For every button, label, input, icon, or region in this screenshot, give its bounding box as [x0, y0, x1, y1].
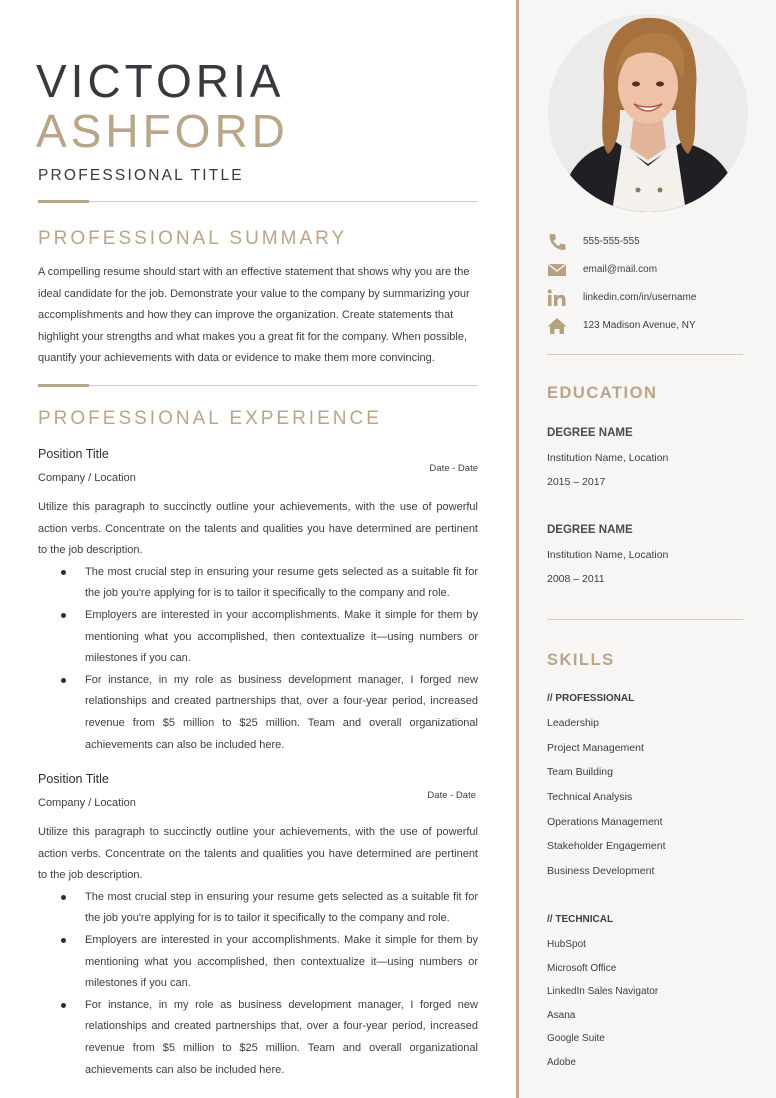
job-date: Date - Date [429, 463, 478, 474]
institution-name: Institution Name, Location [547, 452, 669, 464]
skill-item: HubSpot [547, 939, 586, 950]
job-bullet-text: Employers are interested in your accomplishments. Make it simple for them by mentioning what you accomplished, then contextualize it—using numbers or milestones if you can. [85, 608, 478, 665]
education-entry [547, 524, 668, 597]
skill-item: Leadership [547, 717, 599, 729]
job-bullet-text: For instance, in my role as business development manager, I forged new relationships and created partnerships that, over a four-year period, increased revenue from $5 million to $25 million. Team and overall organizational achievements can also be included here. [85, 998, 478, 1076]
bullet-dot [61, 613, 66, 618]
technical-skills-heading: // TECHNICAL [547, 914, 614, 925]
job-meta-row [38, 463, 478, 497]
job-description: Utilize this paragraph to succinctly outline your achievements, with the use of powerful action verbs. Concentrate on the talents and qualities you have determined are pertinent to the job description. [38, 826, 478, 882]
phone-text: 555-555-555 [583, 236, 640, 247]
professional-title: PROFESSIONAL TITLE [38, 167, 244, 184]
bullet-dot [61, 938, 66, 943]
job-bullet [38, 995, 478, 1081]
professional-skills-heading: // PROFESSIONAL [547, 693, 635, 704]
summary-divider [38, 385, 478, 386]
skill-item: Microsoft Office [547, 962, 617, 974]
skill-item: Google Suite [547, 1033, 605, 1045]
skill-item: Business Development [547, 865, 655, 878]
job-position: Position Title [38, 447, 109, 461]
header-divider [38, 201, 478, 202]
address-text: 123 Madison Avenue, NY [583, 320, 696, 331]
skill-item: Asana [547, 1009, 576, 1021]
professional-skills-list [547, 717, 666, 890]
bullet-dot [61, 895, 66, 900]
sidebar [516, 0, 776, 1098]
profile-photo [548, 14, 748, 212]
skill-item: Adobe [547, 1056, 576, 1068]
institution-name: Institution Name, Location [547, 549, 669, 561]
summary-text: A compelling resume should start with an effective statement that shows why you are the ideal candidate for the job. Demonstrate your value to the company by summarizing your accomplishments and how they can improve the organization. Create statements that highlight your strengths and what makes you a great fit for the company. When possible, quantify your achievements with data or evidence to make them more convincing. [38, 266, 470, 365]
job-bullet-text: For instance, in my role as business development manager, I forged new relationships and created partnerships that, over a four-year period, increased revenue from $5 million to $25 million. Team and overall organizational achievements can also be included here. [85, 673, 478, 751]
job-bullets [38, 887, 478, 1081]
degree-name: DEGREE NAME [547, 427, 633, 439]
skills-heading: SKILLS [547, 651, 615, 669]
experience-heading: PROFESSIONAL EXPERIENCE [38, 408, 382, 429]
job-bullet-text: The most crucial step in ensuring your resume gets selected as a suitable fit for the job you're applying for is to tailor it specifically to the company and role. [85, 565, 478, 600]
job-bullet-text: Employers are interested in your accomplishments. Make it simple for them by mentioning what you accomplished, then contextualize it—using numbers or milestones if you can. [85, 933, 478, 990]
divider-accent [38, 384, 89, 387]
job-bullet [38, 887, 478, 930]
technical-skills-list [547, 939, 658, 1081]
linkedin-icon [547, 289, 567, 307]
linkedin-text: linkedin.com/in/username [583, 292, 697, 303]
job-position: Position Title [38, 772, 109, 786]
job-description: Utilize this paragraph to succinctly outline your achievements, with the use of powerful action verbs. Concentrate on the talents and qualities you have determined are pertinent to the job description. [38, 501, 478, 557]
education-divider [547, 619, 743, 620]
profile-photo-illustration [548, 14, 748, 212]
job-meta-row [38, 790, 478, 822]
first-name: VICTORIA [36, 55, 285, 107]
skill-item: Stakeholder Engagement [547, 840, 666, 853]
job-bullet [38, 670, 478, 756]
job-bullet [38, 605, 478, 670]
bullet-dot [61, 678, 66, 683]
job-bullet [38, 562, 478, 605]
phone-icon [547, 233, 567, 251]
job-bullet [38, 930, 478, 995]
divider-accent [38, 200, 89, 203]
bullet-dot [61, 570, 66, 575]
envelope-icon [547, 261, 567, 279]
education-years: 2008 – 2011 [547, 573, 605, 585]
job-bullets [38, 562, 478, 756]
email-text: email@mail.com [583, 264, 658, 275]
education-heading: EDUCATION [547, 384, 658, 402]
education-entry [547, 427, 668, 500]
degree-name: DEGREE NAME [547, 524, 633, 536]
job-date: Date - Date [427, 790, 476, 801]
summary-heading: PROFESSIONAL SUMMARY [38, 228, 348, 249]
skill-item: LinkedIn Sales Navigator [547, 986, 659, 998]
education-years: 2015 – 2017 [547, 476, 606, 488]
home-icon [547, 317, 567, 335]
job-entry [38, 446, 478, 756]
job-company: Company / Location [38, 472, 136, 484]
skill-item: Team Building [547, 766, 613, 779]
bullet-dot [61, 1003, 66, 1008]
job-bullet-text: The most crucial step in ensuring your resume gets selected as a suitable fit for the job you're applying for is to tailor it specifically to the company and role. [85, 890, 478, 925]
last-name: ASHFORD [36, 105, 289, 157]
contact-divider [547, 354, 743, 355]
skill-item: Operations Management [547, 815, 663, 828]
job-company: Company / Location [38, 797, 136, 809]
skill-item: Project Management [547, 741, 644, 754]
skill-item: Technical Analysis [547, 791, 633, 804]
job-entry [38, 771, 478, 1081]
